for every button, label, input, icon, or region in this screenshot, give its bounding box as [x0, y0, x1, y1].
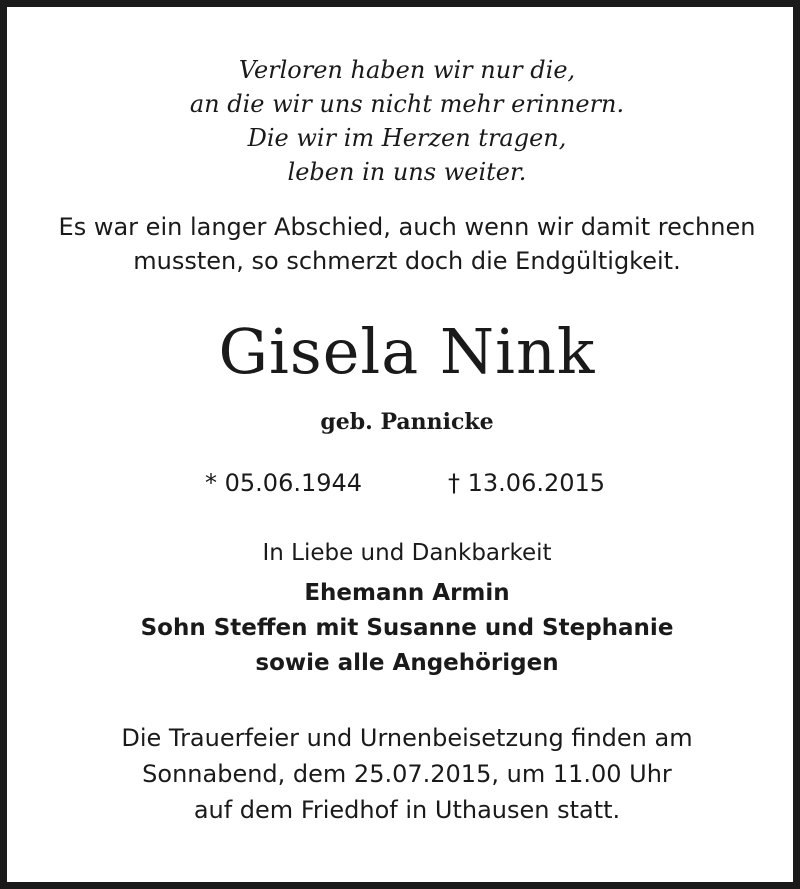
farewell-text	[7, 210, 800, 278]
funeral-service-info	[7, 720, 800, 828]
poem-line: leben in uns weiter.	[287, 158, 527, 186]
poem-line: Verloren haben wir nur die,	[238, 56, 576, 84]
service-line: Die Trauerfeier und Urnenbeisetzung finden am	[121, 724, 693, 752]
death-date: † 13.06.2015	[448, 469, 606, 497]
mourners-intro: In Liebe und Dankbarkeit	[262, 540, 552, 566]
poem-line: an die wir uns nicht mehr erinnern.	[189, 90, 625, 118]
farewell-line: Es war ein langer Abschied, auch wenn wir damit rechnen	[58, 213, 756, 241]
deceased-name: Gisela Nink	[218, 315, 596, 388]
poem-line: Die wir im Herzen tragen,	[247, 124, 567, 152]
farewell-line: mussten, so schmerzt doch die Endgültigkeit.	[133, 247, 681, 275]
service-line: auf dem Friedhof in Uthausen statt.	[193, 796, 621, 824]
birth-date: * 05.06.1944	[205, 469, 363, 497]
mourners-list	[7, 576, 800, 681]
mourner-entry: sowie alle Angehörigen	[255, 650, 559, 676]
poem	[7, 53, 800, 189]
maiden-name: geb. Pannicke	[320, 409, 494, 435]
mourner-entry: Sohn Steffen mit Susanne und Stephanie	[140, 615, 674, 641]
mourner-entry: Ehemann Armin	[304, 580, 510, 606]
service-line: Sonnabend, dem 25.07.2015, um 11.00 Uhr	[142, 760, 672, 788]
